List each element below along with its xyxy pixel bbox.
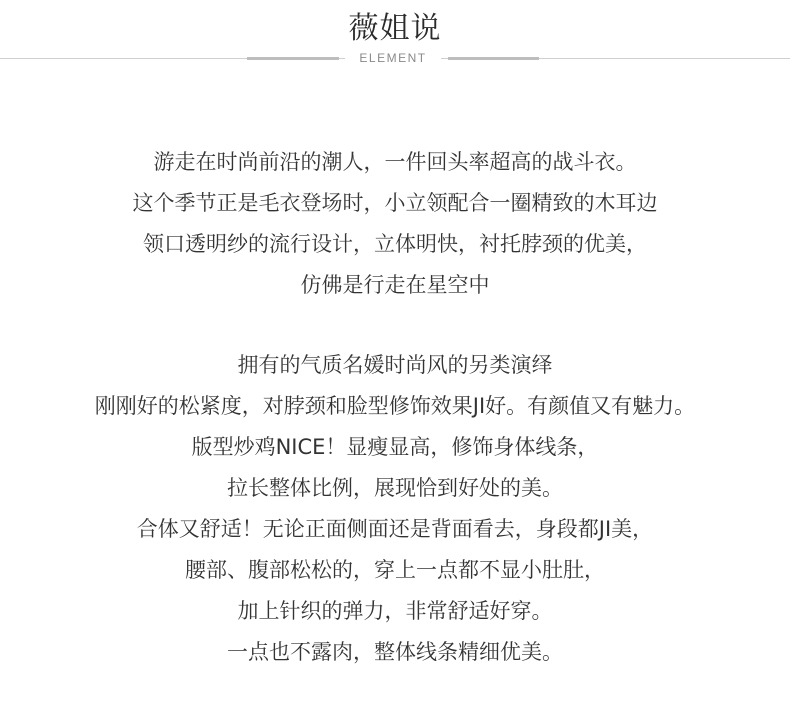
text-line: 仿佛是行走在星空中	[300, 273, 490, 297]
text-line: 拉长整体比例，展现恰到好处的美。	[227, 476, 563, 500]
text-line: 一点也不露肉，整体线条精细优美。	[227, 640, 563, 664]
text-line: 合体又舒适！无论正面侧面还是背面看去，身段都JI美，	[136, 517, 654, 541]
section-title: 薇姐说	[348, 11, 442, 46]
text-line: 这个季节正是毛衣登场时，小立领配合一圈精致的木耳边	[132, 191, 658, 215]
text-line: 版型炒鸡NICE！显瘦显高，修饰身体线条，	[191, 435, 599, 459]
text-line: 游走在时尚前沿的潮人，一件回头率超高的战斗衣。	[153, 150, 637, 174]
section-header	[0, 0, 790, 80]
text-line: 领口透明纱的流行设计，立体明快，衬托脖颈的优美，	[143, 232, 647, 256]
text-line: 刚刚好的松紧度，对脖颈和脸型修饰效果JI好。有颜值又有魅力。	[94, 394, 696, 418]
text-line: 加上针织的弹力，非常舒适好穿。	[237, 599, 553, 623]
description-paragraph-2	[0, 345, 790, 673]
section-subtitle: ELEMENT	[345, 50, 441, 66]
text-line: 拥有的气质名媛时尚风的另类演绎	[237, 353, 553, 377]
text-line: 腰部、腹部松松的，穿上一点都不显小肚肚，	[185, 558, 605, 582]
header-divider-right-accent	[448, 57, 539, 60]
header-divider-left-accent	[247, 57, 339, 60]
description-paragraph-1	[0, 142, 790, 306]
